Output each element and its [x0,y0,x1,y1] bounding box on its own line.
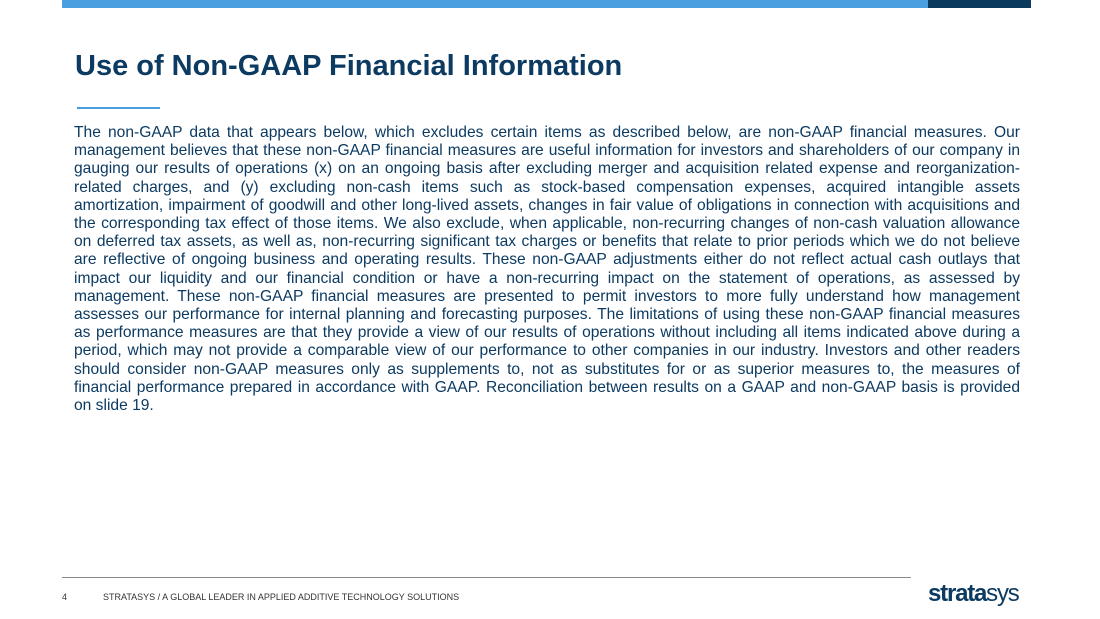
page-number: 4 [62,592,68,602]
top-accent-bar [62,0,928,8]
top-accent-bar-dark [928,0,1031,8]
logo-wordmark-end: sys [986,580,1019,607]
stratasys-logo [928,580,1019,608]
body-paragraph: The non-GAAP data that appears below, which excludes certain items as described below, are non-GAAP financial measures. Our management believes that these non-GAAP financial measures are useful information for investors and shareholders of our company in gauging our results of operations (x) on an ongoing basis after excluding merger and acquisition related expense and reorganization-related charges, and (y) excluding non-cash items such as stock-based compensation expenses, acquired intangible assets amortization, impairment of goodwill and other long-lived assets, changes in fair value of obligations in connection with acquisitions and the corresponding tax effect of those items. We also exclude, when applicable, non-recurring changes of non-cash valuation allowance on deferred tax assets, as well as, non-recurring significant tax charges or benefits that relate to prior periods which we do not believe are reflective of ongoing business and operating results. These non-GAAP adjustments either do not reflect actual cash outlays that impact our liquidity and our financial condition or have a non-recurring impact on the statement of operations, as assessed by management. These non-GAAP financial measures are presented to permit investors to more fully understand how management assesses our performance for internal planning and forecasting purposes. The limitations of using these non-GAAP financial measures as performance measures are that they provide a view of our results of operations without including all items indicated above during a period, which may not provide a comparable view of our performance to other companies in our industry. Investors and other readers should consider non-GAAP measures only as supplements to, not as substitutes for or as superior measures to, the measures of financial performance prepared in accordance with GAAP. Reconciliation between results on a GAAP and non-GAAP basis is provided on slide 19. [74,124,1020,415]
logo-wordmark-main: strata [928,580,987,607]
slide-title: Use of Non-GAAP Financial Information [75,50,623,82]
footer-divider [62,577,911,578]
title-underline [77,107,160,109]
footer-tagline: STRATASYS / A GLOBAL LEADER IN APPLIED ADDITIVE TECHNOLOGY SOLUTIONS [103,592,460,602]
